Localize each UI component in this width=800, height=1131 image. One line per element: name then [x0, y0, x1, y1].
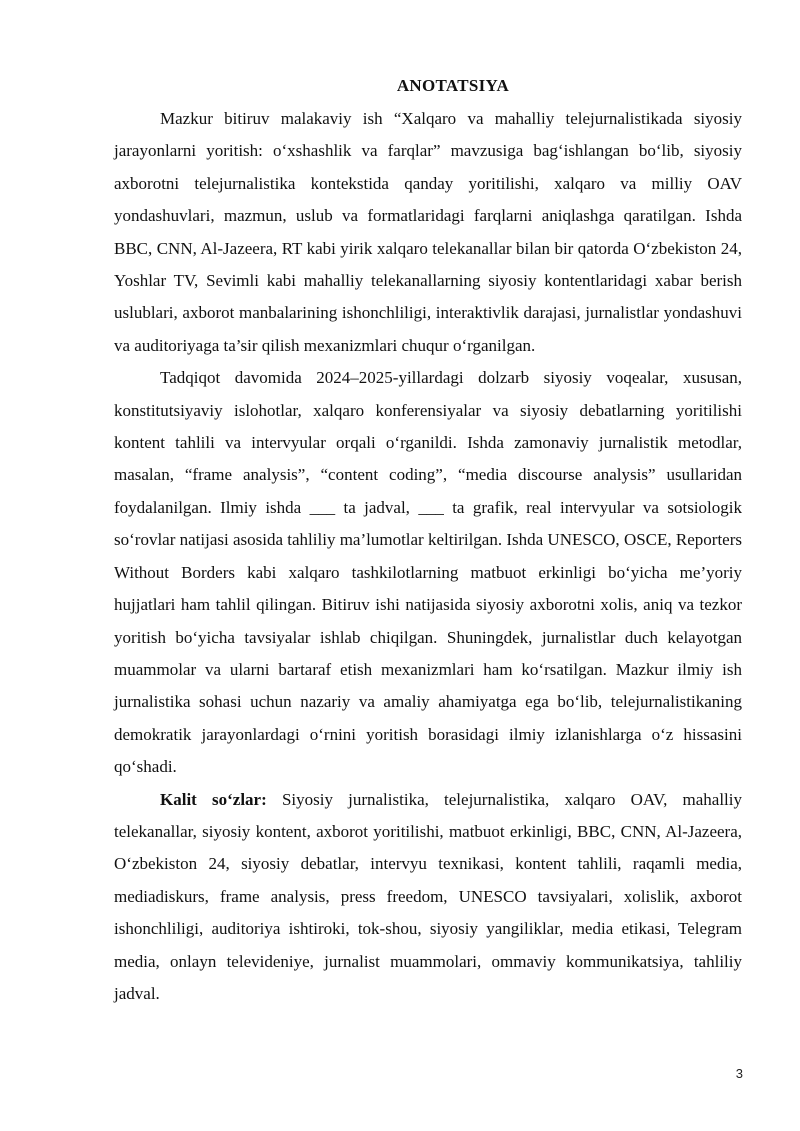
document-page	[114, 72, 742, 1010]
abstract-paragraph-1: Mazkur bitiruv malakaviy ish “Xalqaro va mahalliy telejurnalistikada siyosiy jarayonlarni yoritish: oʻxshashlik va farqlar” mavzusiga bagʻishlangan boʻlib, siyosiy axborotni telejurnalistika kontekstida qanday yoritilishi, xalqaro va milliy OAV yondashuvlari, mazmun, uslub va formatlaridagi farqlarni aniqlashga qaratilgan. Ishda BBC, CNN, Al-Jazeera, RT kabi yirik xalqaro telekanallar bilan bir qatorda Oʻzbekiston 24, Yoshlar TV, Sevimli kabi mahalliy telekanallarning siyosiy kontentlaridagi xabar berish uslublari, axborot manbalarining ishonchliligi, interaktivlik darajasi, jurnalistlar yondashuvi va auditoriyaga ta’sir qilish mexanizmlari chuqur oʻrganilgan.	[114, 109, 742, 355]
keywords-paragraph	[114, 784, 742, 1011]
keywords-text: Siyosiy jurnalistika, telejurnalistika, xalqaro OAV, mahalliy telekanallar, siyosiy kontent, axborot yoritilishi, matbuot erkinligi, BBC, CNN, Al-Jazeera, Oʻzbekiston 24, siyosiy debatlar, intervyu texnikasi, kontent tahlili, raqamli media, mediadiskurs, frame analysis, press freedom, UNESCO tavsiyalari, xolislik, axborot ishonchliligi, auditoriya ishtiroki, tok-shou, siyosiy yangiliklar, media etikasi, Telegram media, onlayn televideniye, jurnalist muammolari, ommaviy kommunikatsiya, tahliliy jadval.	[114, 789, 742, 1003]
document-title: ANOTATSIYA	[396, 76, 510, 95]
keywords-label: Kalit soʻzlar:	[160, 789, 267, 809]
page-number: 3	[735, 1066, 743, 1081]
abstract-paragraph-2: Tadqiqot davomida 2024–2025-yillardagi dolzarb siyosiy voqealar, xususan, konstitutsiyaviy islohotlar, xalqaro konferensiyalar va siyosiy debatlarning yoritilishi kontent tahlili va intervyular orqali oʻrganildi. Ishda zamonaviy jurnalistik metodlar, masalan, “frame analysis”, “content coding”, “media discourse analysis” usullaridan foydalanilgan. Ilmiy ishda ___ ta jadval, ___ ta grafik, real intervyular va sotsiologik soʻrovlar natijasi asosida tahliliy ma’lumotlar keltirilgan. Ishda UNESCO, OSCE, Reporters Without Borders kabi xalqaro tashkilotlarning matbuot erkinligi boʻyicha me’yoriy hujjatlari ham tahlil qilingan. Bitiruv ishi natijasida siyosiy axborotni xolis, aniq va tezkor yoritish boʻyicha tavsiyalar ishlab chiqilgan. Shuningdek, jurnalistlar duch kelayotgan muammolar va ularni bartaraf etish mexanizmlari ham koʻrsatilgan. Mazkur ilmiy ish jurnalistika sohasi uchun nazariy va amaliy ahamiyatga ega boʻlib, telejurnalistikaning demokratik jarayonlardagi oʻrnini yoritish borasidagi ilmiy izlanishlarga oʻz hissasini qoʻshadi.	[114, 368, 742, 777]
